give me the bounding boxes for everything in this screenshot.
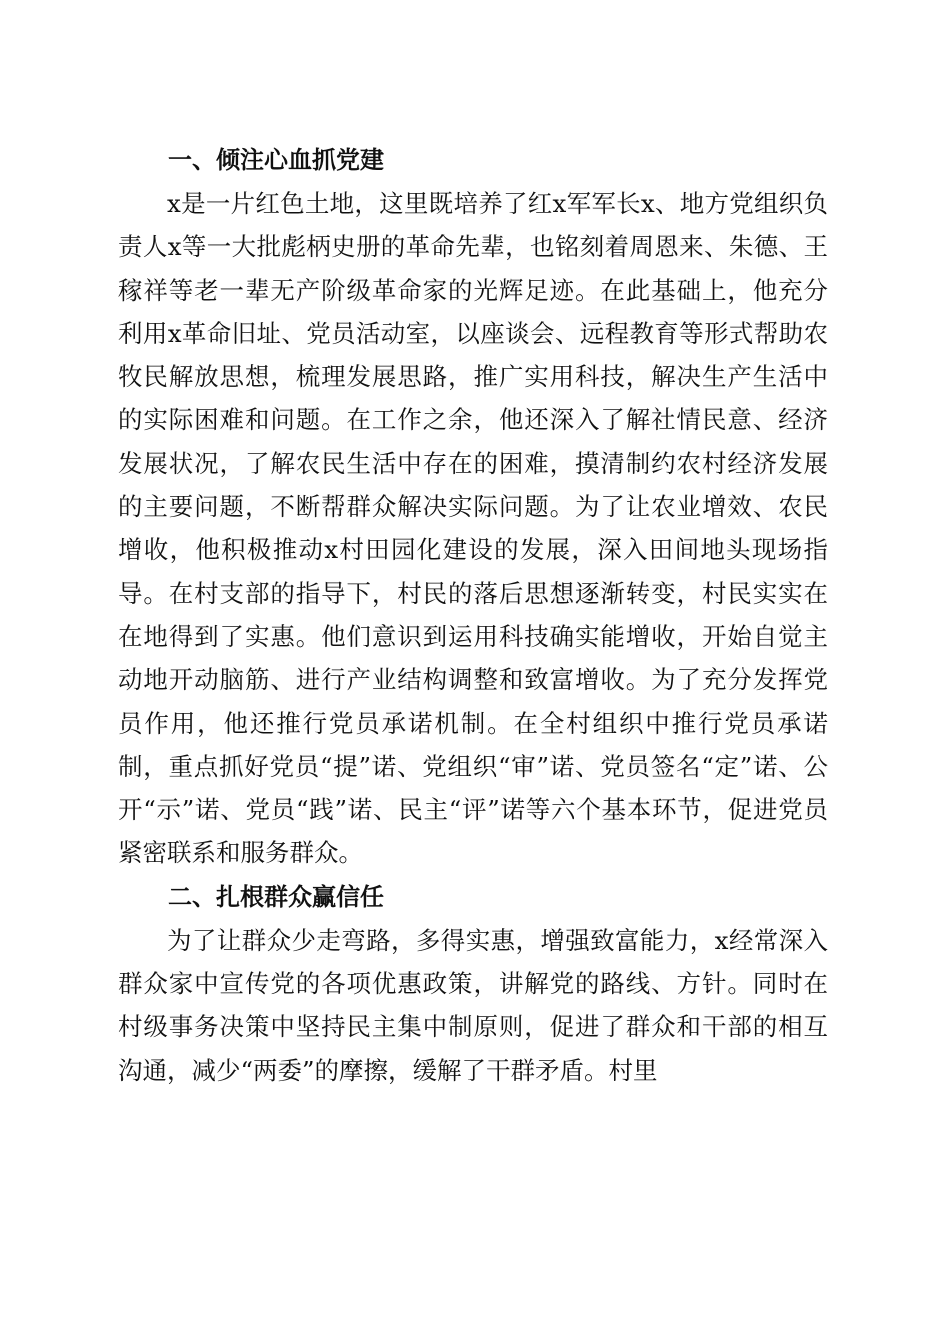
section-heading-1: 一、倾注心血抓党建 xyxy=(168,146,384,174)
section-paragraph-2: 为了让群众少走弯路，多得实惠，增强致富能力，x经常深入群众家中宣传党的各项优惠政策，讲解党的路线、方针。同时在村级事务决策中坚持民主集中制原则，促进了群众和干部的相互沟通，减少“两委”的摩擦，缓解了干群矛盾。村里 xyxy=(118,925,828,1085)
document-page xyxy=(118,138,828,1092)
section-paragraph-1: x是一片红色土地，这里既培养了红x军军长x、地方党组织负责人x等一大批彪柄史册的革命先辈，也铭刻着周恩来、朱德、王稼祥等老一辈无产阶级革命家的光辉足迹。在此基础上，他充分利用x革命旧址、党员活动室，以座谈会、远程教育等形式帮助农牧民解放思想，梳理发展思路，推广实用科技，解决生产生活中的实际困难和问题。在工作之余，他还深入了解社情民意、经济发展状况，了解农民生活中存在的困难，摸清制约农村经济发展的主要问题，不断帮群众解决实际问题。为了让农业增效、农民增收，他积极推动x村田园化建设的发展，深入田间地头现场指导。在村支部的指导下，村民的落后思想逐渐转变，村民实实在在地得到了实惠。他们意识到运用科技确实能增收，开始自觉主动地开动脑筋、进行产业结构调整和致富增收。为了充分发挥党员作用，他还推行党员承诺机制。在全村组织中推行党员承诺制，重点抓好党员“提”诺、党组织“审”诺、党员签名“定”诺、公开“示”诺、党员“践”诺、民主“评”诺等六个基本环节，促进党员紧密联系和服务群众。 xyxy=(118,189,828,868)
section-heading-2: 二、扎根群众赢信任 xyxy=(168,882,384,911)
